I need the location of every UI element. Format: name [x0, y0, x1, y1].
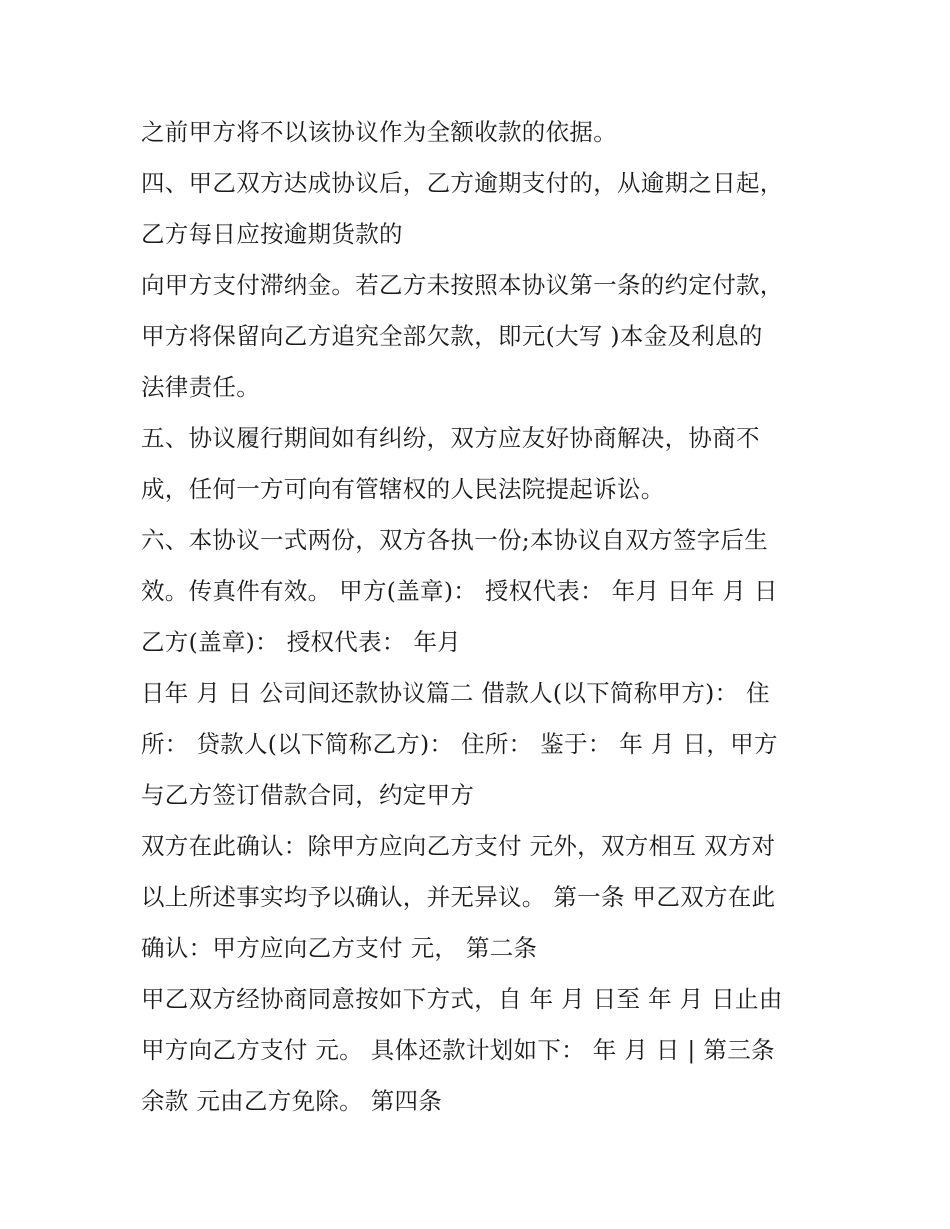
- text-line: 日年 月 日 公司间还款协议篇二 借款人(以下简称甲方)： 住: [141, 679, 770, 707]
- text-line: 余款 元由乙方免除。 第四条: [141, 1087, 443, 1115]
- text-line: 甲方将保留向乙方追究全部欠款，即元(大写 )本金及利息的: [141, 322, 763, 350]
- text-line: 以上所述事实均予以确认，并无异议。 第一条 甲乙双方在此: [141, 883, 776, 911]
- text-line: 成，任何一方可向有管辖权的人民法院提起诉讼。: [141, 475, 665, 503]
- text-line: 四、甲乙双方达成协议后，乙方逾期支付的，从逾期之日起，: [141, 169, 784, 197]
- text-line: 六、本协议一式两份，双方各执一份;本协议自双方签字后生: [141, 526, 769, 554]
- text-line: 甲乙双方经协商同意按如下方式，自 年 月 日至 年 月 日止由: [141, 985, 783, 1013]
- text-line: 法律责任。: [141, 373, 260, 401]
- text-line: 双方在此确认：除甲方应向乙方支付 元外，双方相互 双方对: [141, 832, 776, 860]
- document-body: [141, 107, 821, 1127]
- text-line: 效。传真件有效。 甲方(盖章)： 授权代表： 年月 日年 月 日: [141, 577, 778, 605]
- text-line: 向甲方支付滞纳金。若乙方未按照本协议第一条的约定付款，: [141, 271, 784, 299]
- text-line: 所： 贷款人(以下简称乙方)： 住所： 鉴于： 年 月 日，甲方: [141, 730, 778, 758]
- text-line: 乙方(盖章)： 授权代表： 年月: [141, 628, 462, 656]
- text-line: 甲方向乙方支付 元。 具体还款计划如下： 年 月 日 | 第三条: [141, 1036, 775, 1064]
- text-line: 确认：甲方应向乙方支付 元， 第二条: [141, 934, 538, 962]
- text-line: 五、协议履行期间如有纠纷，双方应友好协商解决，协商不: [141, 424, 760, 452]
- text-line: 乙方每日应按逾期货款的: [141, 220, 403, 248]
- text-line: 之前甲方将不以该协议作为全额收款的依据。: [141, 118, 617, 146]
- text-line: 与乙方签订借款合同，约定甲方: [141, 781, 475, 809]
